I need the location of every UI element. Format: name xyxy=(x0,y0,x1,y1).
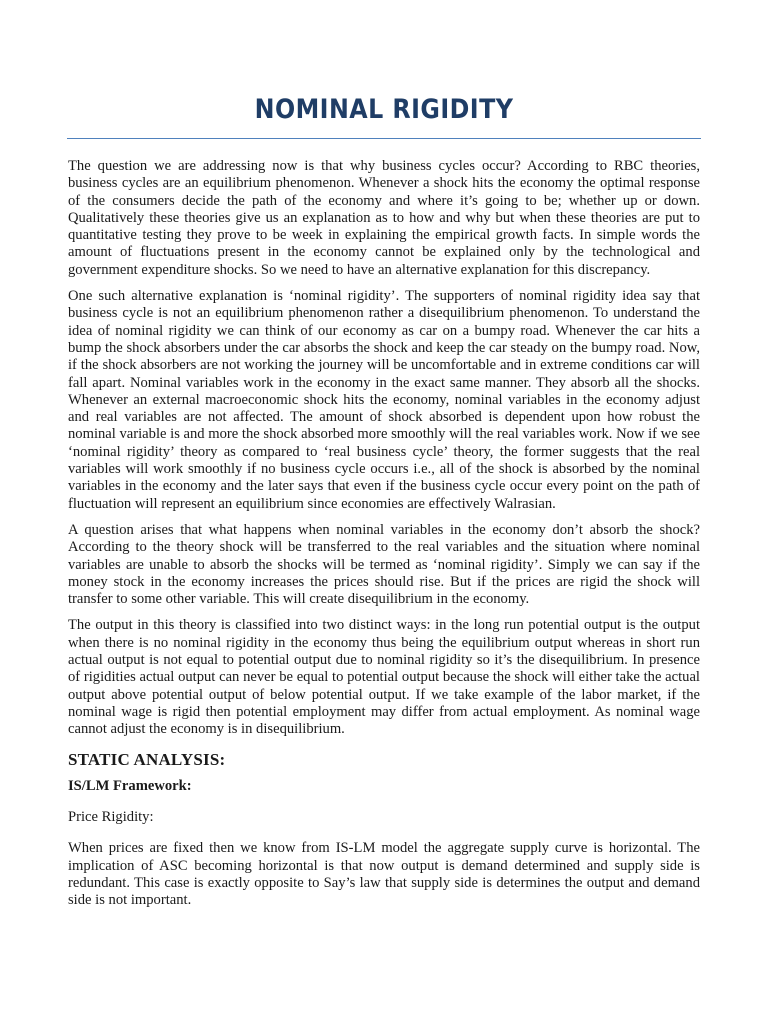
paragraph-2: One such alternative explanation is ‘nominal rigidity’. The supporters of nominal rigidity idea say that business cycle is not an equilibrium phenomenon rather a disequilibrium phenomenon. To understand the idea of nominal rigidity we can think of our economy as car on a bumpy road. Whenever the car hits a bump the shock absorbers under the car absorbs the shock and keep the car steady on the bumpy road. Now, if the shock absorbers are not working the journey will be uncomfortable and in extreme conditions car will fall apart. Nominal variables work in the economy in the exact same manner. They absorb all the shocks. Whenever an external macroeconomic shock hits the economy, nominal variables in the economy adjust and real variables are not affected. The amount of shock absorbed is dependent upon how robust the nominal variable is and more the shock absorbed more smoothly will the real variables work. Now if we see ‘nominal rigidity’ theory as compared to ‘real business cycle’ theory, the former suggests that the real variables will work smoothly if no business cycle occurs i.e., all of the shock is absorbed by the nominal variables in the economy and the later says that even if the business cycle occur every point on the path of fluctuation will represent an equilibrium since economies are effectively Walrasian. xyxy=(68,288,700,512)
paragraph-final: When prices are fixed then we know from IS-LM model the aggregate supply curve is horizontal. The implication of ASC becoming horizontal is that now output is demand determined and supply side is redundant. This case is exactly opposite to Say’s law that supply side is determines the output and demand side is not important. xyxy=(68,840,700,909)
document-title: NOMINAL RIGIDITY xyxy=(254,94,514,125)
title-divider xyxy=(67,138,701,139)
paragraph-3: A question arises that what happens when nominal variables in the economy don’t absorb the shock? According to the theory shock will be transferred to the real variables and the situation where nominal variables are unable to absorb the shocks will be termed as ‘nominal rigidity’. Simply we can say if the money stock in the economy increases the prices should rise. But if the prices are rigid the shock will transfer to some other variable. This will create disequilibrium in the economy. xyxy=(68,521,700,608)
subsection-heading-islm: IS/LM Framework: xyxy=(68,777,192,794)
paragraph-1: The question we are addressing now is that why business cycles occur? According to RBC theories, business cycles are an equilibrium phenomenon. Whenever a shock hits the economy the optimal response of the consumers decide the path of the economy and where it’s going to be; whether up or down. Qualitatively these theories give us an explanation as to how and why but when these theories are put to quantitative testing they prove to be week in explaining the empirical growth facts. In simple words the amount of fluctuations present in the economy cannot be explained only by the technological and government expenditure shocks. So we need to have an alternative explanation for this discrepancy. xyxy=(68,158,700,278)
paragraph-4: The output in this theory is classified into two distinct ways: in the long run potential output is the output when there is no nominal rigidity in the economy thus being the equilibrium output whereas in short run actual output is not equal to potential output due to nominal rigidity so it’s the disequilibrium. In presence of rigidities actual output can never be equal to potential output because the shock will either take the actual output above potential output of below potential output. If we take example of the labor market, if the nominal wage is rigid then potential employment may differ from actual employment. As nominal wage cannot adjust the economy is in disequilibrium. xyxy=(68,617,700,738)
document-body xyxy=(68,158,700,919)
price-rigidity-label: Price Rigidity: xyxy=(68,809,154,826)
section-heading-static-analysis: STATIC ANALYSIS: xyxy=(68,749,226,769)
